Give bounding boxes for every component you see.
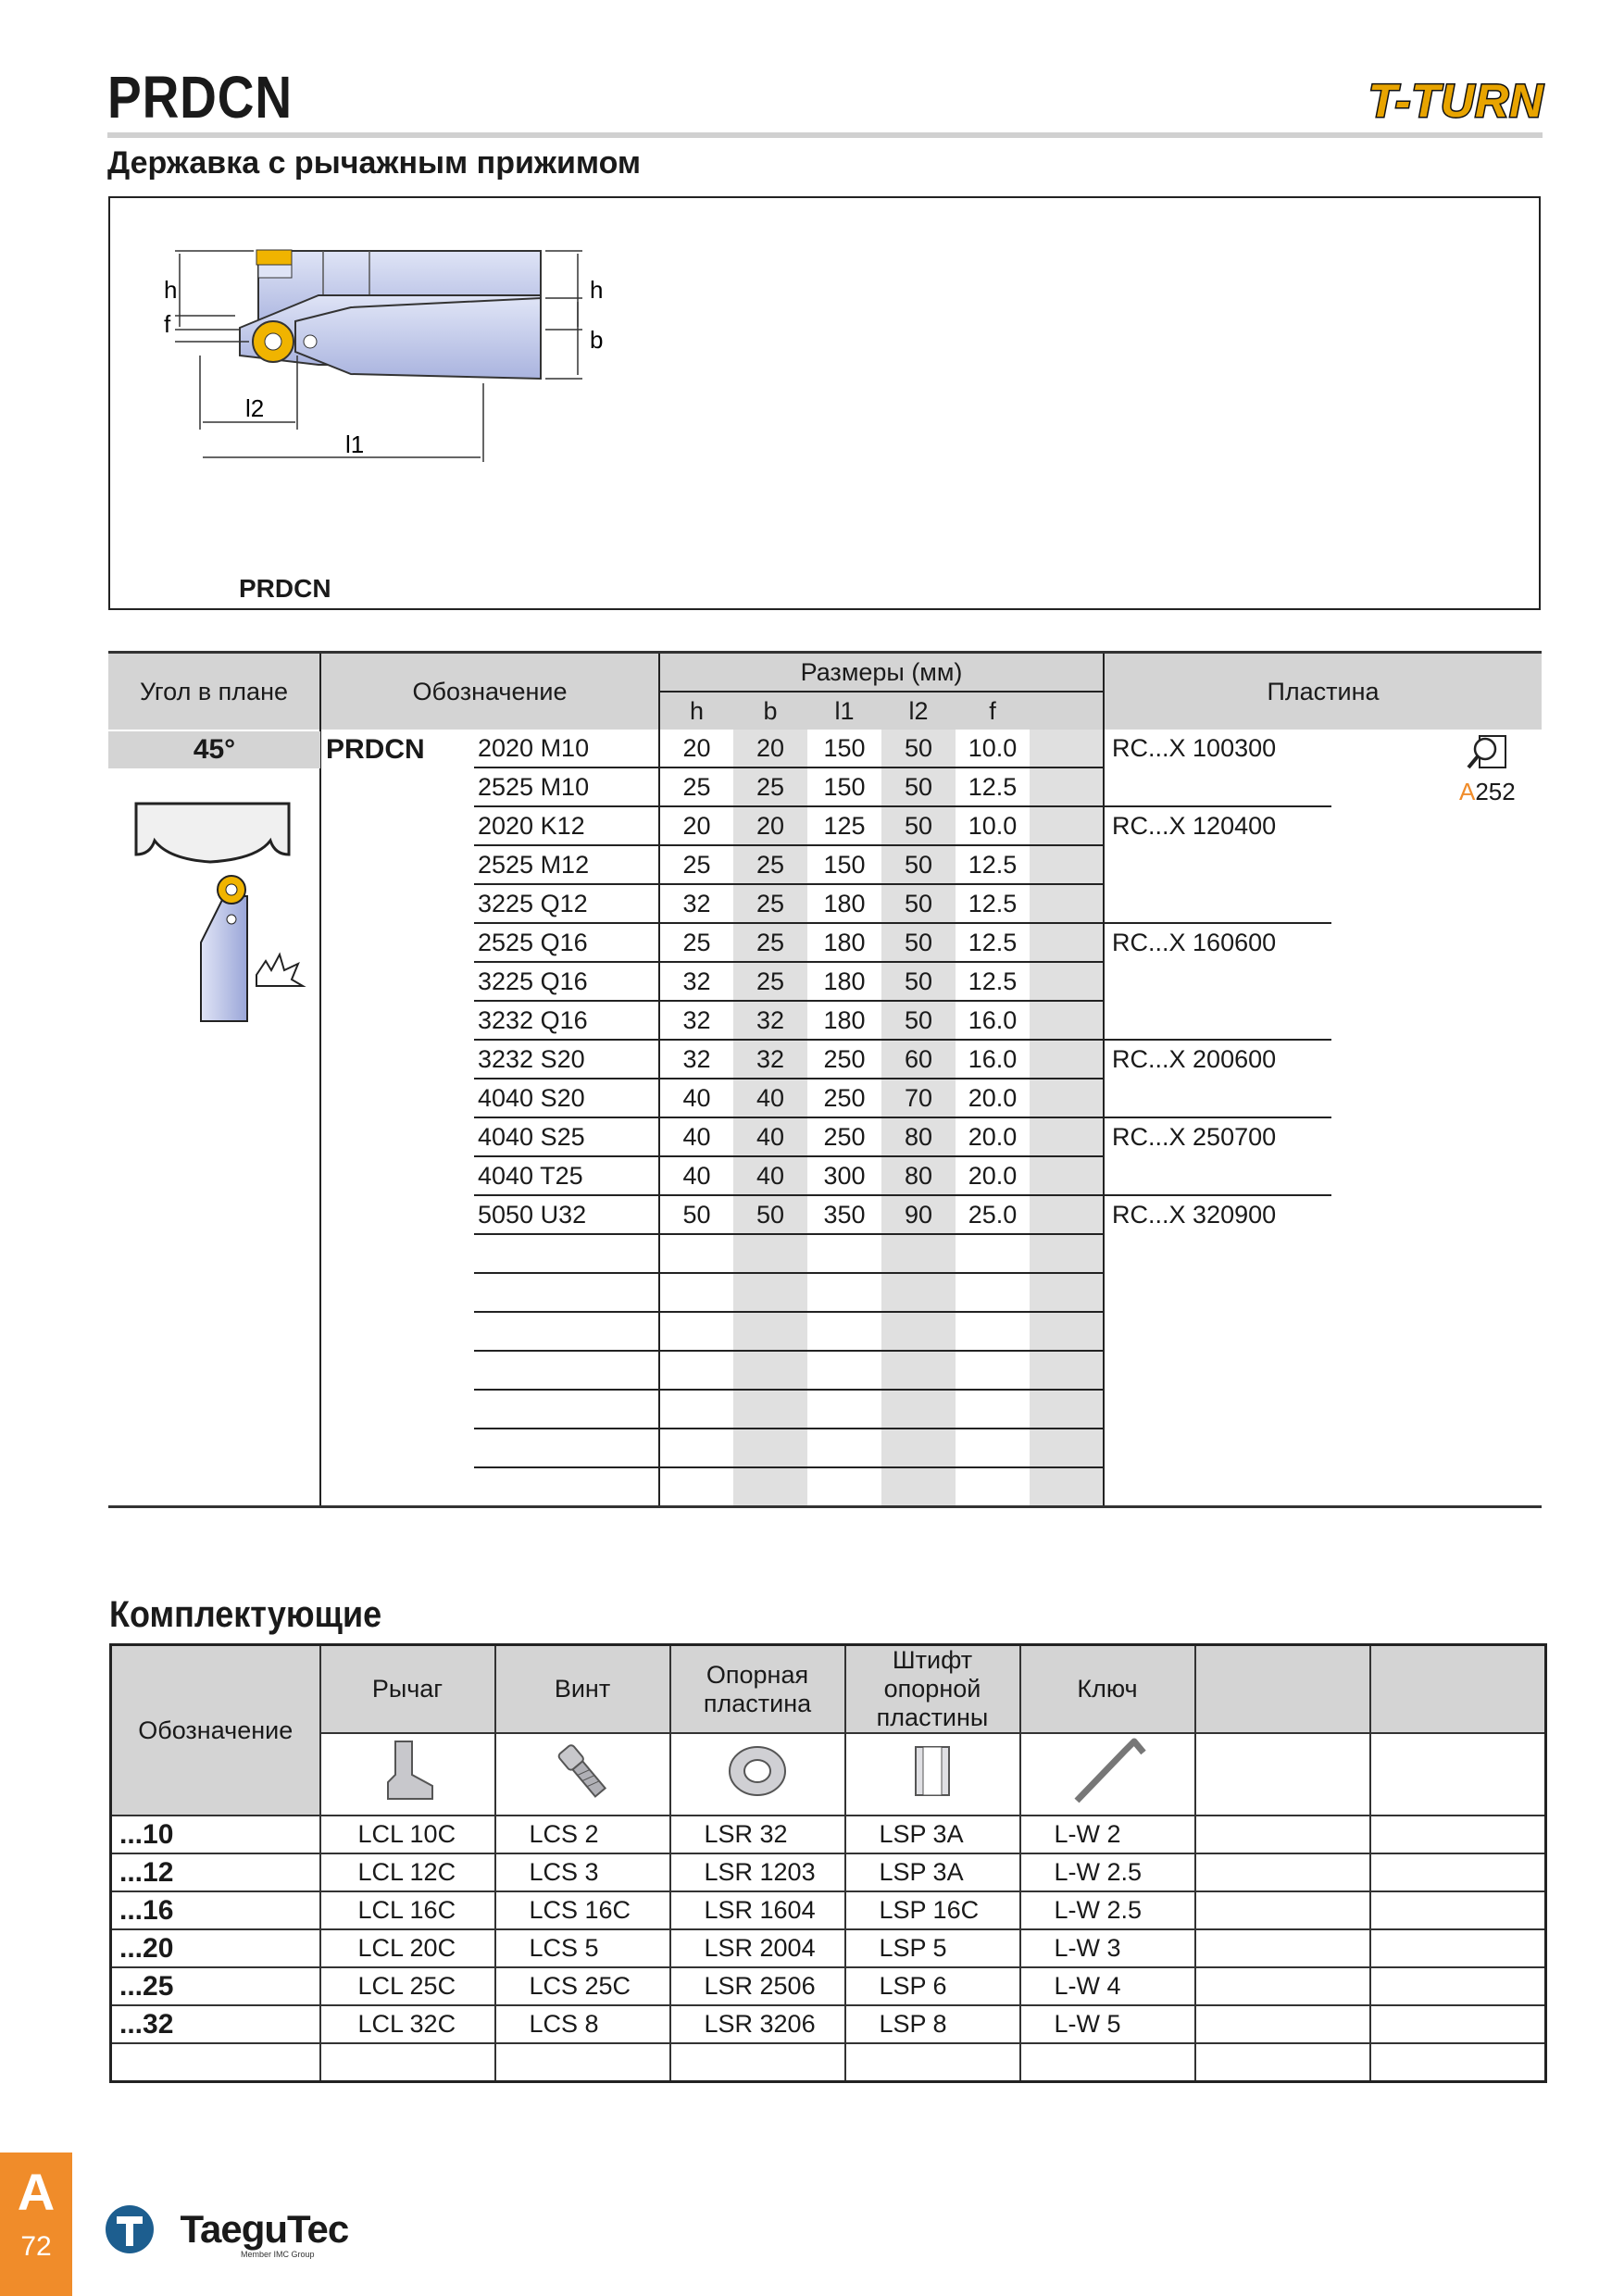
dim-l1-cell: 300 [807, 1156, 881, 1195]
page-number: 72 [20, 2231, 52, 2262]
dim-h-cell: 32 [659, 962, 733, 1001]
accessory-row [111, 1853, 1546, 1891]
insert-cell [1104, 962, 1331, 1001]
dim-f-cell: 12.5 [956, 884, 1030, 923]
model-cell: 2525 Q16 [474, 923, 659, 962]
dim-f-cell [956, 1390, 1030, 1429]
dim-h-cell [659, 1234, 733, 1273]
dim-l1-cell: 180 [807, 923, 881, 962]
accessory-screw-cell: LCS 8 [495, 2005, 670, 2043]
accessory-shim-cell: LSR 2004 [670, 1929, 845, 1967]
dim-f-cell: 20.0 [956, 1156, 1030, 1195]
table-row [108, 730, 1542, 767]
model-cell: 3232 Q16 [474, 1001, 659, 1040]
dim-b-cell: 20 [733, 730, 807, 767]
dim-l1-cell [807, 1273, 881, 1312]
dim-h-cell: 20 [659, 806, 733, 845]
insert-cell [1104, 1001, 1331, 1040]
accessory-key-cell: L-W 4 [1020, 1967, 1195, 2005]
dim-h-cell [659, 1273, 733, 1312]
dim-f-cell: 20.0 [956, 1117, 1030, 1156]
dim-b-cell: 40 [733, 1156, 807, 1195]
table-row [108, 1117, 1542, 1156]
dim-f-cell: 16.0 [956, 1001, 1030, 1040]
model-cell: 2525 M10 [474, 767, 659, 806]
model-cell: 5050 U32 [474, 1195, 659, 1234]
accessory-shim-cell: LSR 1203 [670, 1853, 845, 1891]
accessory-row-empty [111, 2043, 1546, 2082]
accessory-key-cell: L-W 5 [1020, 2005, 1195, 2043]
table-row [108, 1040, 1542, 1079]
accessory-shim-cell: LSR 3206 [670, 2005, 845, 2043]
insert-cell: RC...X 320900 [1104, 1195, 1331, 1234]
dim-b-cell [733, 1390, 807, 1429]
dim-b-cell: 40 [733, 1079, 807, 1117]
dim-l1-cell: 150 [807, 845, 881, 884]
acc-header-pin: Штифт опорной пластины [845, 1645, 1020, 1734]
dim-b-cell [733, 1273, 807, 1312]
accessories-title: Комплектующие [109, 1594, 382, 1635]
insert-cell [1104, 1351, 1331, 1390]
dim-b-cell: 25 [733, 845, 807, 884]
dim-f-cell [956, 1312, 1030, 1351]
dim-h-cell: 40 [659, 1156, 733, 1195]
diagram-label: PRDCN [239, 574, 331, 603]
accessory-lever-cell: LCL 10C [320, 1816, 495, 1853]
taegutec-logo-icon [102, 2202, 176, 2257]
dim-h-cell: 40 [659, 1117, 733, 1156]
accessory-shim-cell: LSR 2506 [670, 1967, 845, 2005]
dim-l1-cell: 180 [807, 962, 881, 1001]
dim-l2-cell: 50 [881, 962, 956, 1001]
dim-f-cell [956, 1429, 1030, 1467]
accessory-pin-cell: LSP 8 [845, 2005, 1020, 2043]
dim-f-cell: 12.5 [956, 845, 1030, 884]
dim-l1-cell [807, 1390, 881, 1429]
insert-cell [1104, 1079, 1331, 1117]
acc-header-empty-1 [1195, 1645, 1370, 1734]
company-logo [102, 2202, 348, 2257]
page-title: PRDCN [107, 64, 294, 131]
catalog-ref[interactable]: A252 [1459, 778, 1516, 805]
dim-f-cell: 12.5 [956, 923, 1030, 962]
accessory-lever-cell: LCL 25C [320, 1967, 495, 2005]
dim-l2-cell: 80 [881, 1117, 956, 1156]
acc-header-lever: Рычаг [320, 1645, 495, 1734]
pin-icon [845, 1733, 1020, 1816]
dim-f-cell: 12.5 [956, 767, 1030, 806]
dim-b-cell: 32 [733, 1001, 807, 1040]
accessory-row [111, 1891, 1546, 1929]
accessory-pin-cell: LSP 16C [845, 1891, 1020, 1929]
dim-l1-cell: 125 [807, 806, 881, 845]
accessory-row [111, 1816, 1546, 1853]
dim-h-cell: 32 [659, 1001, 733, 1040]
shim-icon [670, 1733, 845, 1816]
dim-b-cell: 32 [733, 1040, 807, 1079]
dim-h-cell [659, 1351, 733, 1390]
dim-b-cell: 25 [733, 884, 807, 923]
dim-f-cell [956, 1351, 1030, 1390]
holder-table [108, 651, 1542, 1508]
dim-l2-cell [881, 1467, 956, 1507]
acc-header-empty-2 [1370, 1645, 1546, 1734]
accessory-size-cell: ...20 [111, 1929, 320, 1967]
cutting-direction-icon [118, 790, 321, 1040]
header-designation: Обозначение [320, 653, 659, 730]
lever-icon [320, 1733, 495, 1816]
dim-h-cell [659, 1390, 733, 1429]
dim-f-cell: 20.0 [956, 1079, 1030, 1117]
model-cell: 3232 S20 [474, 1040, 659, 1079]
acc-header-shim: Опорная пластина [670, 1645, 845, 1734]
dim-f-cell: 12.5 [956, 962, 1030, 1001]
dim-b-cell [733, 1467, 807, 1507]
dim-b: b [590, 326, 604, 354]
accessory-screw-cell: LCS 25C [495, 1967, 670, 2005]
dim-h-cell: 20 [659, 730, 733, 767]
dim-b-cell [733, 1234, 807, 1273]
accessory-screw-cell: LCS 2 [495, 1816, 670, 1853]
acc-header-key: Ключ [1020, 1645, 1195, 1734]
dim-h-cell: 32 [659, 884, 733, 923]
dim-l1-cell [807, 1429, 881, 1467]
tool-drawing [110, 198, 1541, 610]
accessory-screw-cell: LCS 5 [495, 1929, 670, 1967]
dim-h-cell: 50 [659, 1195, 733, 1234]
accessory-screw-cell: LCS 3 [495, 1853, 670, 1891]
acc-header-screw: Винт [495, 1645, 670, 1734]
dim-l2-cell: 50 [881, 730, 956, 767]
table-row [108, 923, 1542, 962]
insert-cell [1104, 1312, 1331, 1351]
dim-f-cell [956, 1234, 1030, 1273]
dim-h-cell: 32 [659, 1040, 733, 1079]
model-cell [474, 1273, 659, 1312]
model-cell: 3225 Q16 [474, 962, 659, 1001]
insert-cell [1104, 1234, 1331, 1273]
dim-l1-cell [807, 1234, 881, 1273]
table-row [108, 1351, 1542, 1390]
model-cell: 2020 M10 [474, 730, 659, 767]
page-subtitle: Державка с рычажным прижимом [107, 145, 642, 181]
accessory-key-cell: L-W 2.5 [1020, 1891, 1195, 1929]
dim-f-cell [956, 1273, 1030, 1312]
screw-icon [495, 1733, 670, 1816]
table-row [108, 1001, 1542, 1040]
insert-cell [1104, 1273, 1331, 1312]
accessory-shim-cell: LSR 32 [670, 1816, 845, 1853]
insert-cell [1104, 884, 1331, 923]
dim-f-cell: 10.0 [956, 806, 1030, 845]
dim-l1-cell: 150 [807, 767, 881, 806]
model-cell: 4040 S25 [474, 1117, 659, 1156]
dim-l2-cell: 50 [881, 845, 956, 884]
dim-l1-cell: 350 [807, 1195, 881, 1234]
dim-f-cell [956, 1467, 1030, 1507]
dim-f-cell: 25.0 [956, 1195, 1030, 1234]
accessory-row [111, 1967, 1546, 2005]
dim-l1-cell [807, 1467, 881, 1507]
dim-l2: l2 [245, 394, 265, 422]
table-row [108, 1156, 1542, 1195]
dim-l1-cell: 150 [807, 730, 881, 767]
accessory-key-cell: L-W 3 [1020, 1929, 1195, 1967]
accessory-size-cell: ...32 [111, 2005, 320, 2043]
dim-l2-cell: 50 [881, 923, 956, 962]
accessory-size-cell: ...16 [111, 1891, 320, 1929]
header-h: h [659, 692, 733, 730]
table-row [108, 962, 1542, 1001]
model-cell: 3225 Q12 [474, 884, 659, 923]
accessory-lever-cell: LCL 20C [320, 1929, 495, 1967]
section-tab [0, 2152, 72, 2296]
dim-l2-cell [881, 1312, 956, 1351]
dim-b-cell [733, 1351, 807, 1390]
accessory-pin-cell: LSP 5 [845, 1929, 1020, 1967]
accessories-table [109, 1643, 1547, 2083]
dim-h-cell: 40 [659, 1079, 733, 1117]
dim-l2-cell: 50 [881, 1001, 956, 1040]
insert-cell [1104, 1467, 1331, 1507]
model-cell [474, 1351, 659, 1390]
dim-h-cell [659, 1467, 733, 1507]
dim-h-right: h [590, 276, 604, 304]
section-letter: A [17, 2163, 56, 2221]
dim-b-cell: 25 [733, 767, 807, 806]
accessory-size-cell: ...12 [111, 1853, 320, 1891]
key-icon [1020, 1733, 1195, 1816]
dim-l2-cell [881, 1429, 956, 1467]
dim-f-cell: 16.0 [956, 1040, 1030, 1079]
dim-h-cell [659, 1312, 733, 1351]
dim-l2-cell: 80 [881, 1156, 956, 1195]
accessory-row [111, 2005, 1546, 2043]
dim-b-cell: 40 [733, 1117, 807, 1156]
model-cell [474, 1234, 659, 1273]
model-cell: 2525 M12 [474, 845, 659, 884]
dim-b-cell: 50 [733, 1195, 807, 1234]
accessory-shim-cell: LSR 1604 [670, 1891, 845, 1929]
dim-h-cell: 25 [659, 767, 733, 806]
table-row [108, 1195, 1542, 1234]
dim-b-cell: 20 [733, 806, 807, 845]
model-cell: 4040 T25 [474, 1156, 659, 1195]
table-row [108, 1234, 1542, 1273]
accessory-size-cell: ...25 [111, 1967, 320, 2005]
model-cell [474, 1429, 659, 1467]
insert-cell [1104, 767, 1331, 806]
dim-h-left: h [164, 276, 178, 304]
accessory-key-cell: L-W 2.5 [1020, 1853, 1195, 1891]
insert-cell: RC...X 160600 [1104, 923, 1331, 962]
dim-b-cell [733, 1429, 807, 1467]
table-row [108, 884, 1542, 923]
tool-diagram [108, 196, 1541, 610]
dim-l2-cell: 50 [881, 806, 956, 845]
dim-l1-cell: 250 [807, 1040, 881, 1079]
accessory-row [111, 1929, 1546, 1967]
insert-cell [1104, 1156, 1331, 1195]
accessory-lever-cell: LCL 12C [320, 1853, 495, 1891]
dim-l1-cell: 250 [807, 1117, 881, 1156]
accessory-pin-cell: LSP 6 [845, 1967, 1020, 2005]
dim-b-cell: 25 [733, 923, 807, 962]
header-b: b [763, 696, 778, 725]
dim-h-cell: 25 [659, 845, 733, 884]
table-row [108, 1467, 1542, 1507]
table-row [108, 1273, 1542, 1312]
insert-cell: RC...X 250700 [1104, 1117, 1331, 1156]
dim-l1-cell: 180 [807, 884, 881, 923]
dim-l2-cell: 50 [881, 884, 956, 923]
model-cell: 2020 K12 [474, 806, 659, 845]
model-cell [474, 1390, 659, 1429]
dim-l2-cell [881, 1390, 956, 1429]
header-l1: l1 [834, 696, 855, 725]
insert-cell [1104, 1429, 1331, 1467]
table-row [108, 1079, 1542, 1117]
model-cell: 4040 S20 [474, 1079, 659, 1117]
dim-l1-cell [807, 1351, 881, 1390]
insert-cell [1104, 1390, 1331, 1429]
dim-b-cell [733, 1312, 807, 1351]
insert-cell [1104, 845, 1331, 884]
dim-l1-cell [807, 1312, 881, 1351]
insert-cell: RC...X 200600 [1104, 1040, 1331, 1079]
accessory-pin-cell: LSP 3A [845, 1816, 1020, 1853]
dim-l1-cell: 250 [807, 1079, 881, 1117]
accessory-lever-cell: LCL 16C [320, 1891, 495, 1929]
acc-header-designation: Обозначение [111, 1645, 320, 1816]
dim-l2-cell: 60 [881, 1040, 956, 1079]
brand-logo: T-TURN [1368, 75, 1544, 127]
dim-l2-cell [881, 1351, 956, 1390]
model-cell [474, 1467, 659, 1507]
dim-l1-cell: 180 [807, 1001, 881, 1040]
accessory-lever-cell: LCL 32C [320, 2005, 495, 2043]
dim-l2-cell [881, 1234, 956, 1273]
header-l2: l2 [908, 696, 929, 725]
logo-tagline: Member IMC Group [241, 2250, 315, 2259]
table-row [108, 806, 1542, 845]
header-insert: Пластина [1104, 653, 1542, 730]
dim-l1: l1 [345, 430, 365, 458]
header-divider [107, 132, 1543, 138]
dim-h-cell [659, 1429, 733, 1467]
header-angle: Угол в плане [139, 677, 289, 705]
table-row [108, 1312, 1542, 1351]
dim-l2-cell [881, 1273, 956, 1312]
insert-cell: RC...X 120400 [1104, 806, 1331, 845]
logo-text: TaeguTec [180, 2207, 349, 2251]
table-row [108, 1390, 1542, 1429]
table-row [108, 767, 1542, 806]
header-f: f [989, 696, 996, 725]
model-cell [474, 1312, 659, 1351]
dim-f-cell: 10.0 [956, 730, 1030, 767]
catalog-ref-icon[interactable] [1465, 732, 1520, 769]
table-row [108, 845, 1542, 884]
dim-l2-cell: 90 [881, 1195, 956, 1234]
dim-b-cell: 25 [733, 962, 807, 1001]
series-name: PRDCN [326, 734, 425, 765]
table-row [108, 1429, 1542, 1467]
header-dimensions: Размеры (мм) [659, 653, 1104, 693]
accessory-key-cell: L-W 2 [1020, 1816, 1195, 1853]
dim-l2-cell: 50 [881, 767, 956, 806]
dim-f: f [164, 310, 171, 338]
insert-cell: RC...X 100300 [1104, 730, 1331, 767]
dim-l2-cell: 70 [881, 1079, 956, 1117]
accessory-size-cell: ...10 [111, 1816, 320, 1853]
accessory-screw-cell: LCS 16C [495, 1891, 670, 1929]
accessory-pin-cell: LSP 3A [845, 1853, 1020, 1891]
dim-h-cell: 25 [659, 923, 733, 962]
angle-value: 45° [108, 731, 320, 768]
